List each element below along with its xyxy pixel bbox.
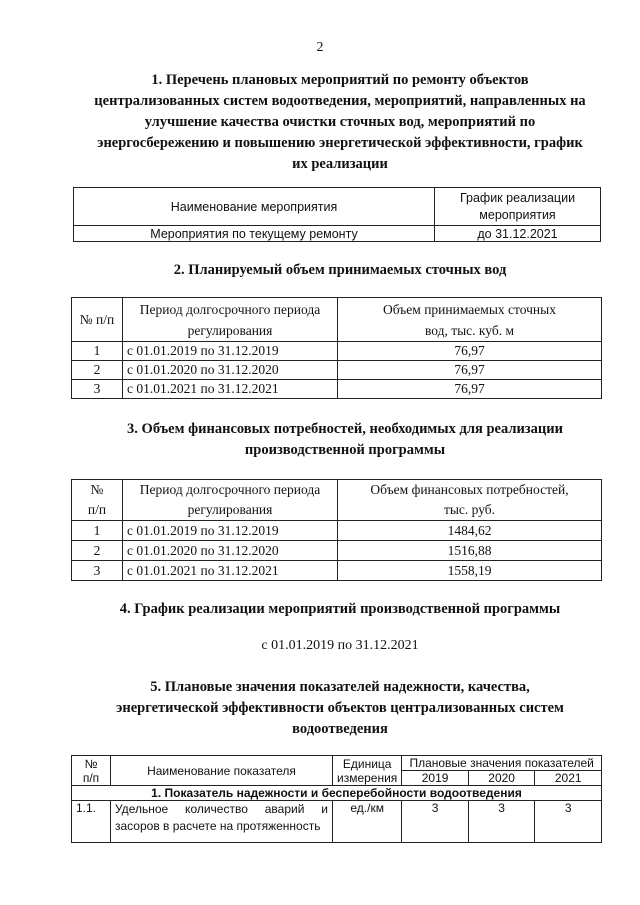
col-num [72,480,123,521]
row-value-2020: 3 [468,801,535,843]
indicators-table [71,755,602,843]
row-num: 3 [72,380,123,399]
row-value: 1516,88 [338,541,602,561]
row-unit: ед./км [333,801,402,843]
row-num: 1 [72,342,123,361]
row-num: 1 [72,521,123,541]
col-volume: Объем принимаемых сточных вод, тыс. куб. м [338,298,602,342]
col-schedule-label: График реализации мероприятия [459,190,576,222]
row-num: 1.1. [72,801,111,843]
col-year: 2020 [468,771,535,786]
row-period: с 01.01.2020 по 31.12.2020 [123,361,338,380]
row-value: 1558,19 [338,561,602,581]
section1-title [40,70,640,175]
table-row [72,541,602,561]
row-value: 76,97 [338,380,602,399]
row-value-2021: 3 [535,801,602,843]
col-num-line: п/п [82,770,100,785]
section3-title-line: 3. Объем финансовых потребностей, необходимых для реализации [127,421,563,437]
group-header: 1. Показатель надежности и бесперебойности водоотведения [72,786,602,801]
col-period: Период долгосрочного периода регулирования [123,298,338,342]
row-num: 2 [72,361,123,380]
col-plan-values: Плановые значения показателей [402,756,602,771]
row-period: с 01.01.2019 по 31.12.2019 [123,342,338,361]
row-name-line: засоров в расчете на протяженность [115,819,321,833]
row-num: 3 [72,561,123,581]
row-period: с 01.01.2021 по 31.12.2021 [123,380,338,399]
col-period: Период долгосрочного периода регулирования [123,480,338,521]
col-year: 2019 [402,771,469,786]
col-num-line: № [90,482,104,497]
row-name-line: Удельное количество аварий и [115,802,328,816]
row-period: с 01.01.2021 по 31.12.2021 [123,561,338,581]
section5-title-line: 5. Плановые значения показателей надежности, качества, [150,679,530,695]
col-year: 2021 [535,771,602,786]
wastewater-volume-table [71,297,602,399]
row-value: 1484,62 [338,521,602,541]
col-num-line: № [84,756,98,771]
table-row [72,561,602,581]
section5-title [40,677,640,740]
section1-title-line: улучшение качества очистки сточных вод, мероприятий по [144,114,536,130]
table-row [72,361,602,380]
col-schedule [435,188,601,226]
col-num-line: п/п [87,502,107,517]
activity-schedule-cell: до 31.12.2021 [435,226,601,242]
col-unit-line: Единица [342,756,392,771]
col-unit [333,756,402,786]
page-number: 2 [316,40,324,55]
row-indicator-name [111,801,333,843]
finance-table [71,479,602,581]
section4-title: 4. График реализации мероприятий производственной программы [119,601,561,617]
row-num: 2 [72,541,123,561]
col-num: № п/п [72,298,123,342]
row-period: с 01.01.2020 по 31.12.2020 [123,541,338,561]
section1-title-line: централизованных систем водоотведения, мероприятий, направленных на [94,93,586,109]
section3-title-line: производственной программы [244,442,446,458]
section3-title [50,419,640,461]
table-row [72,521,602,541]
table-row [72,342,602,361]
section1-title-line: 1. Перечень плановых мероприятий по ремонту объектов [151,72,529,88]
col-activity-name: Наименование мероприятия [74,188,435,226]
activities-table [73,187,601,242]
table-row [72,380,602,399]
section5-title-line: энергетической эффективности объектов централизованных систем [116,700,564,716]
row-value: 76,97 [338,361,602,380]
section1-title-line: энергосбережению и повышению энергетической эффективности, график [97,135,583,151]
col-finance: Объем финансовых потребностей, тыс. руб. [338,480,602,521]
section2-title: 2. Планируемый объем принимаемых сточных вод [173,262,507,278]
col-num [72,756,111,786]
row-value: 76,97 [338,342,602,361]
section4-period: с 01.01.2019 по 31.12.2021 [261,638,419,653]
col-unit-line: измерения [337,770,398,785]
table-row [72,801,602,843]
row-period: с 01.01.2019 по 31.12.2019 [123,521,338,541]
row-value-2019: 3 [402,801,469,843]
section5-title-line: водоотведения [292,721,388,737]
activity-name-cell: Мероприятия по текущему ремонту [74,226,435,242]
section1-title-line: их реализации [292,156,388,172]
col-indicator-name: Наименование показателя [111,756,333,786]
